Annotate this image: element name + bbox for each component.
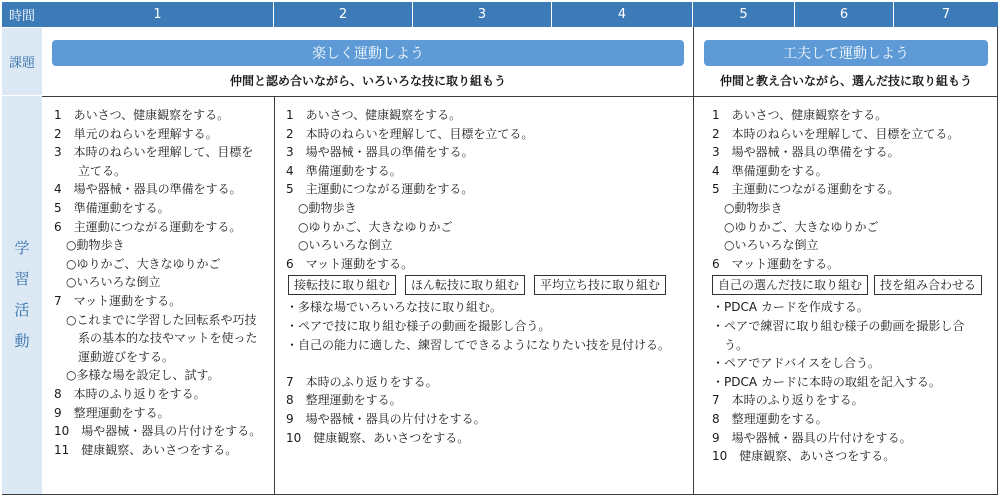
technique-box-row — [288, 275, 690, 295]
row-divider — [42, 96, 998, 97]
list-item: 2 本時のねらいを理解して、目標を立てる。 — [286, 126, 534, 141]
activity-label — [2, 96, 42, 494]
list-item: 6 主運動につながる運動をする。 — [54, 219, 242, 234]
list-item: ○ゆりかご、大きなゆりかご — [286, 219, 453, 234]
list-item: 立てる。 — [54, 163, 127, 178]
phase1-title: 楽しく運動しよう — [52, 40, 684, 66]
phase2-title: 工夫して運動しよう — [704, 40, 988, 66]
activity-label-char: 習 — [14, 270, 30, 288]
list-item: 運動遊びをする。 — [54, 349, 175, 364]
technique-box: 接転技に取り組む — [288, 275, 396, 295]
activity-label-char: 学 — [14, 239, 30, 257]
technique-box: ほん転技に取り組む — [405, 275, 525, 295]
hour-3-header: 3 — [413, 2, 552, 27]
list-item: 9 場や器械・器具の片付けをする。 — [286, 411, 486, 426]
list-item: 10 健康観察、あいさつをする。 — [712, 449, 896, 464]
activity-col-1 — [54, 106, 272, 459]
technique-box-row — [712, 275, 994, 295]
table-right-border — [997, 27, 998, 495]
list-item: 4 準備運動をする。 — [286, 163, 402, 178]
list-item: 1 あいさつ、健康観察をする。 — [712, 108, 888, 122]
list-item: う。 — [712, 337, 749, 352]
list-item: 4 準備運動をする。 — [712, 163, 828, 178]
list-item: 8 整理運動をする。 — [286, 393, 402, 408]
list-item: ・多様な場でいろいろな技に取り組む。 — [286, 300, 503, 315]
list-item: 8 本時のふり返りをする。 — [54, 386, 206, 401]
list-item: 7 本時のふり返りをする。 — [286, 374, 438, 389]
list-item: ○いろいろな倒立 — [54, 275, 161, 290]
list-item: 1 あいさつ、健康観察をする。 — [54, 108, 230, 122]
table-bottom-border — [2, 494, 998, 495]
list-item: 9 整理運動をする。 — [54, 405, 170, 420]
hour-7-header: 7 — [894, 2, 998, 27]
activity-label-char: 動 — [14, 332, 30, 350]
list-item: 3 場や器械・器具の準備をする。 — [712, 145, 900, 160]
list-item: 9 場や器械・器具の片付けをする。 — [712, 430, 912, 445]
activity-col-3 — [712, 106, 994, 466]
list-item: 5 準備運動をする。 — [54, 200, 170, 215]
list-item: ○動物歩き — [54, 238, 125, 253]
list-item: ○動物歩き — [712, 200, 783, 215]
list-item: 11 健康観察、あいさつをする。 — [54, 442, 238, 457]
technique-box: 平均立ち技に取り組む — [534, 275, 666, 295]
activity-label-char: 活 — [14, 301, 30, 319]
list-item: ○これまでに学習した回転系や巧技 — [54, 312, 257, 327]
list-item: ○いろいろな倒立 — [712, 238, 819, 253]
list-item: 2 本時のねらいを理解して、目標を立てる。 — [712, 126, 960, 141]
column-divider — [274, 96, 275, 494]
technique-box: 技を組み合わせる — [874, 275, 982, 295]
list-item: ・自己の能力に適した、練習してできるようになりたい技を見付ける。 — [286, 337, 671, 352]
list-item: ○動物歩き — [286, 200, 357, 215]
phase2-subtitle: 仲間と教え合いながら、選んだ技に取り組もう — [719, 74, 972, 88]
phase-divider — [693, 27, 694, 495]
list-item: ・ペアでアドバイスをし合う。 — [712, 356, 881, 371]
hour-1-header: 1 — [42, 2, 274, 27]
list-item: 7 本時のふり返りをする。 — [712, 393, 864, 408]
list-item: ・ペアで技に取り組む様子の動画を撮影し合う。 — [286, 318, 551, 333]
list-item: 7 マット運動をする。 — [54, 293, 182, 308]
list-item: 4 場や器械・器具の準備をする。 — [54, 182, 242, 197]
list-item: 6 マット運動をする。 — [286, 256, 414, 271]
time-header-label: 時間 — [2, 2, 42, 27]
list-item: 10 健康観察、あいさつをする。 — [286, 430, 470, 445]
list-item: ○ゆりかご、大きなゆりかご — [712, 219, 879, 234]
hour-6-header: 6 — [795, 2, 894, 27]
list-item: ・ペアで練習に取り組む様子の動画を撮影し合 — [712, 318, 965, 333]
list-item: ・PDCA カードを作成する。 — [712, 300, 869, 315]
hour-4-header: 4 — [552, 2, 693, 27]
list-item: ○いろいろな倒立 — [286, 238, 393, 253]
activity-col-2 — [286, 106, 690, 447]
list-item: 系の基本的な技やマットを使った — [54, 331, 258, 346]
hour-5-header: 5 — [693, 2, 795, 27]
list-item: ○多様な場を設定し、試す。 — [54, 368, 220, 383]
list-item: 3 場や器械・器具の準備をする。 — [286, 145, 474, 160]
list-item: 6 マット運動をする。 — [712, 256, 840, 271]
list-item: ・PDCA カードに本時の取組を記入する。 — [712, 374, 941, 389]
list-item: 10 場や器械・器具の片付けをする。 — [54, 424, 262, 439]
list-item: 1 あいさつ、健康観察をする。 — [286, 108, 462, 122]
list-item: 5 主運動につながる運動をする。 — [286, 182, 474, 197]
hour-2-header: 2 — [274, 2, 413, 27]
kadai-label: 課題 — [2, 28, 42, 95]
list-item: 3 本時のねらいを理解して、目標を — [54, 145, 254, 160]
list-item: 8 整理運動をする。 — [712, 411, 828, 426]
phase1-subtitle: 仲間と認め合いながら、いろいろな技に取り組もう — [229, 74, 506, 88]
list-item: 5 主運動につながる運動をする。 — [712, 182, 900, 197]
list-item: ○ゆりかご、大きなゆりかご — [54, 256, 221, 271]
list-item: 2 単元のねらいを理解する。 — [54, 126, 218, 141]
technique-box: 自己の選んだ技に取り組む — [712, 275, 868, 295]
